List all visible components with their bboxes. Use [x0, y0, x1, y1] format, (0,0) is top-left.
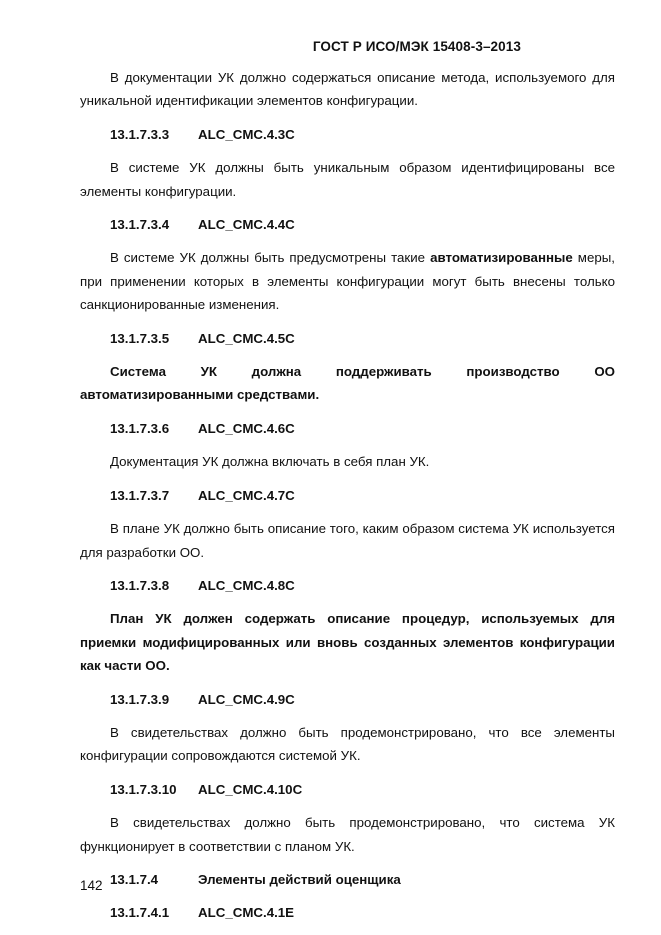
section-title: ALC_CMC.4.7C — [198, 487, 295, 503]
section-title: ALC_CMC.4.5C — [198, 330, 295, 346]
section-paragraph: В системе УК должны быть уникальным образом идентифицированы все элементы конфигурации. — [80, 160, 615, 199]
section-heading — [80, 574, 615, 597]
page-header: ГОСТ Р ИСО/МЭК 15408-3–2013 — [312, 39, 521, 54]
section-number: 13.1.7.3.4 — [110, 217, 170, 233]
section-number: 13.1.7.3.3 — [110, 126, 170, 142]
section-title: ALC_CMC.4.8C — [198, 577, 295, 593]
section-heading — [80, 327, 615, 350]
emphasis-text: автоматизированные — [430, 250, 573, 266]
section-number: 13.1.7.3.5 — [110, 330, 170, 346]
section-heading — [80, 868, 615, 891]
page-content — [80, 66, 615, 925]
section-heading — [80, 778, 615, 801]
section-title: Элементы действий оценщика — [198, 871, 401, 887]
section-title: ALC_CMC.4.10C — [198, 781, 303, 797]
section-title: ALC_CMC.4.6C — [198, 420, 295, 436]
section-heading — [80, 123, 615, 146]
section-heading — [80, 484, 615, 507]
section-paragraph-bold: План УК должен содержать описание процедур, используемых для приемки модифицированных или вновь созданных элементов конфигурации как части ОО. — [80, 611, 615, 674]
section-number: 13.1.7.3.10 — [110, 781, 177, 797]
section-number: 13.1.7.3.6 — [110, 420, 170, 436]
page-number: 142 — [80, 878, 103, 893]
section-paragraph: В системе УК должны быть предусмотрены такие автоматизированные меры, при применении которых в элементы конфигурации могут быть внесены только санкционированные изменения. — [80, 250, 615, 313]
section-title: ALC_CMC.4.9C — [198, 691, 295, 707]
section-number: 13.1.7.4.1 — [110, 905, 170, 921]
section-title: ALC_CMC.4.3C — [198, 126, 295, 142]
section-number: 13.1.7.3.8 — [110, 577, 170, 593]
section-heading — [80, 417, 615, 440]
section-paragraph-bold: Система УК должна поддерживать производство ОО автоматизированными средствами. — [80, 364, 615, 403]
section-number: 13.1.7.3.7 — [110, 487, 170, 503]
section-number: 13.1.7.3.9 — [110, 691, 170, 707]
section-heading — [80, 901, 615, 924]
section-paragraph: В плане УК должно быть описание того, каким образом система УК используется для разработки ОО. — [80, 521, 615, 560]
section-title: ALC_CMC.4.1E — [198, 905, 295, 921]
section-heading — [80, 688, 615, 711]
intro-paragraph: В документации УК должно содержаться описание метода, используемого для уникальной идентификации элементов конфигурации. — [80, 70, 615, 109]
section-title: ALC_CMC.4.4C — [198, 217, 295, 233]
section-paragraph: Документация УК должна включать в себя план УК. — [110, 454, 430, 470]
section-heading — [80, 213, 615, 236]
section-paragraph: В свидетельствах должно быть продемонстрировано, что система УК функционирует в соответствии с планом УК. — [80, 815, 615, 854]
section-number: 13.1.7.4 — [110, 871, 159, 887]
section-paragraph: В свидетельствах должно быть продемонстрировано, что все элементы конфигурации сопровождаются системой УК. — [80, 724, 615, 764]
